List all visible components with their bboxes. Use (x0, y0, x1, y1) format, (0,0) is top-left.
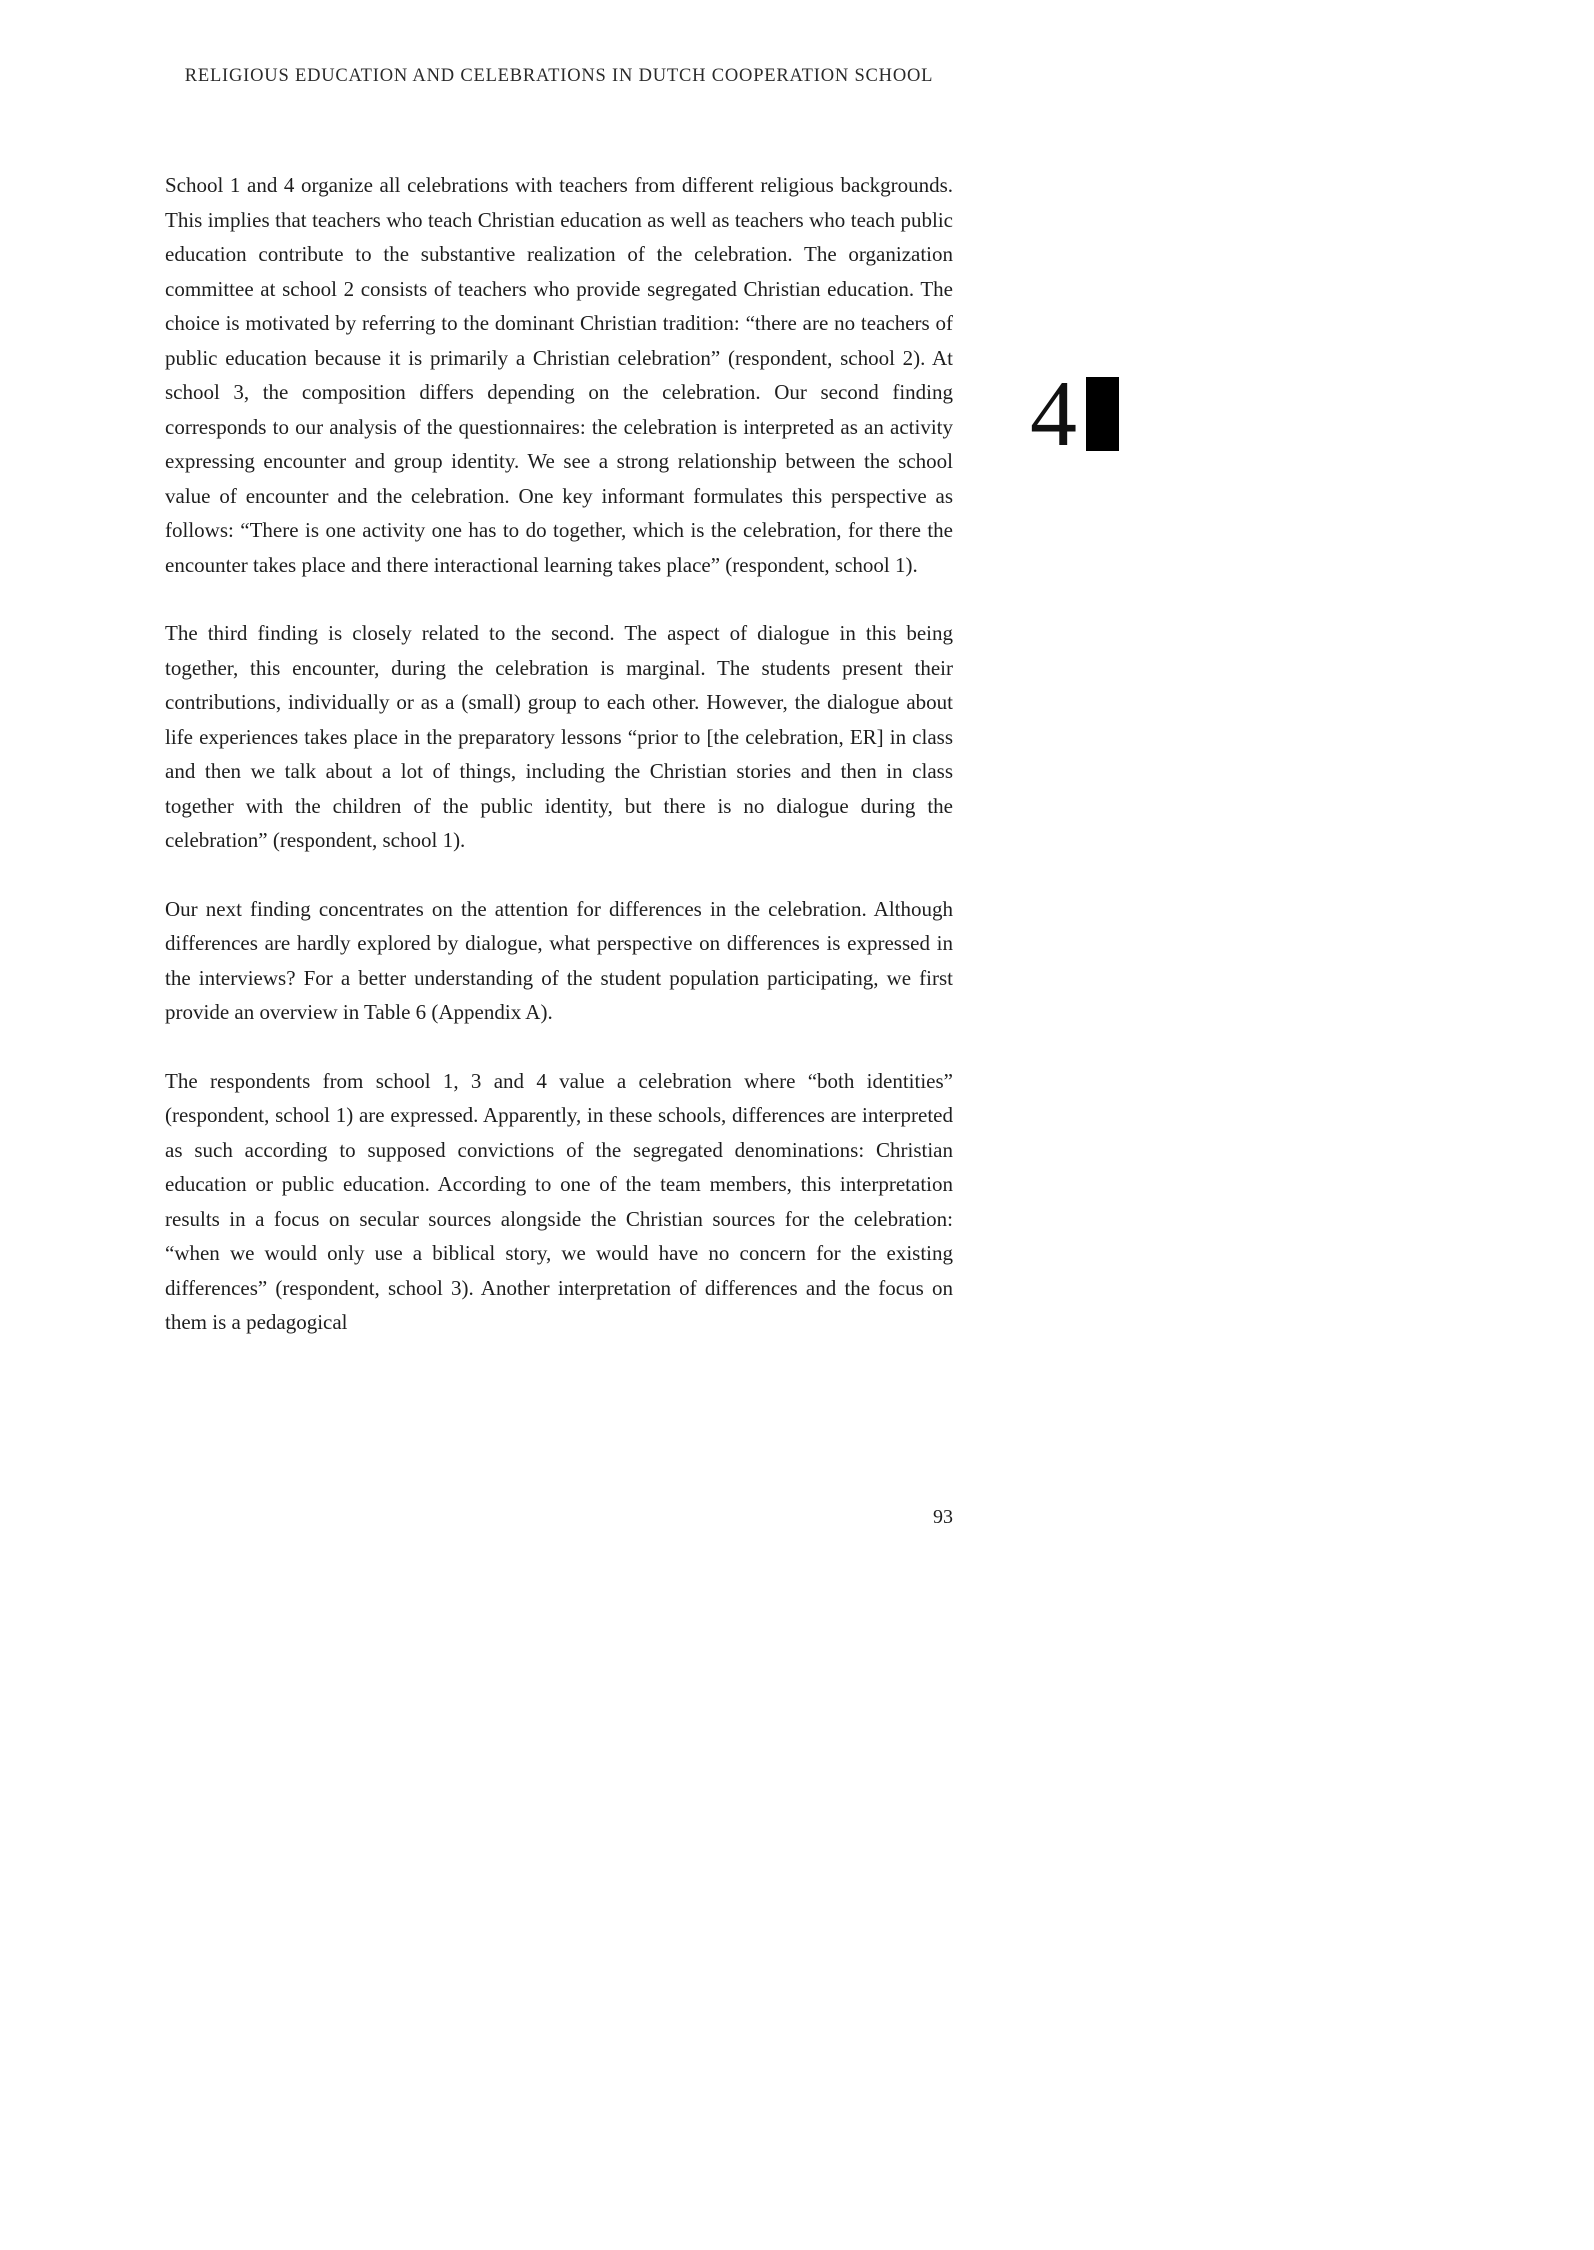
paragraph: Our next finding concentrates on the attention for differences in the celebration. Although differences are hardly explored by dialogue, what perspective on differences is expressed in the interviews? For a better understanding of the student population participating, we first provide an overview in Table 6 (Appendix A). (165, 896, 953, 1024)
running-header: RELIGIOUS EDUCATION AND CELEBRATIONS IN DUTCH COOPERATION SCHOOL (184, 66, 934, 86)
page-number: 93 (933, 1506, 953, 1528)
chapter-number: 4 (1030, 362, 1077, 466)
chapter-tab-bar-decoration (1086, 377, 1119, 451)
paragraph: School 1 and 4 organize all celebrations with teachers from different religious backgrounds. This implies that teachers who teach Christian education as well as teachers who teach public education contribute to the substantive realization of the celebration. The organization committee at school 2 consists of teachers who provide segregated Christian education. The choice is motivated by referring to the dominant Christian tradition: “there are no teachers of public education because it is primarily a Christian celebration” (respondent, school 2). At school 3, the composition differs depending on the celebration. Our second finding corresponds to our analysis of the questionnaires: the celebration is interpreted as an activity expressing encounter and group identity. We see a strong relationship between the school value of encounter and the celebration. One key informant formulates this perspective as follows: “There is one activity one has to do together, which is the celebration, for there the encounter takes place and there interactional learning takes place” (respondent, school 1). (165, 173, 953, 577)
paragraph: The respondents from school 1, 3 and 4 value a celebration where “both identities” (respondent, school 1) are expressed. Apparently, in these schools, differences are interpreted as such according to supposed convictions of the segregated denominations: Christian education or public education. According to one of the team members, this interpretation results in a focus on secular sources alongside the Christian sources for the celebration: “when we would only use a biblical story, we would have no concern for the existing differences” (respondent, school 3). Another interpretation of differences and the focus on them is a pedagogical (165, 1068, 953, 1334)
paragraph: The third finding is closely related to the second. The aspect of dialogue in this being together, this encounter, during the celebration is marginal. The students present their contributions, individually or as a (small) group to each other. However, the dialogue about life experiences takes place in the preparatory lessons “prior to [the celebration, ER] in class and then we talk about a lot of things, including the Christian stories and then in class together with the children of the public identity, but there is no dialogue during the celebration” (respondent, school 1). (165, 621, 953, 852)
body-text (165, 168, 953, 1374)
chapter-tab (1030, 362, 1119, 466)
